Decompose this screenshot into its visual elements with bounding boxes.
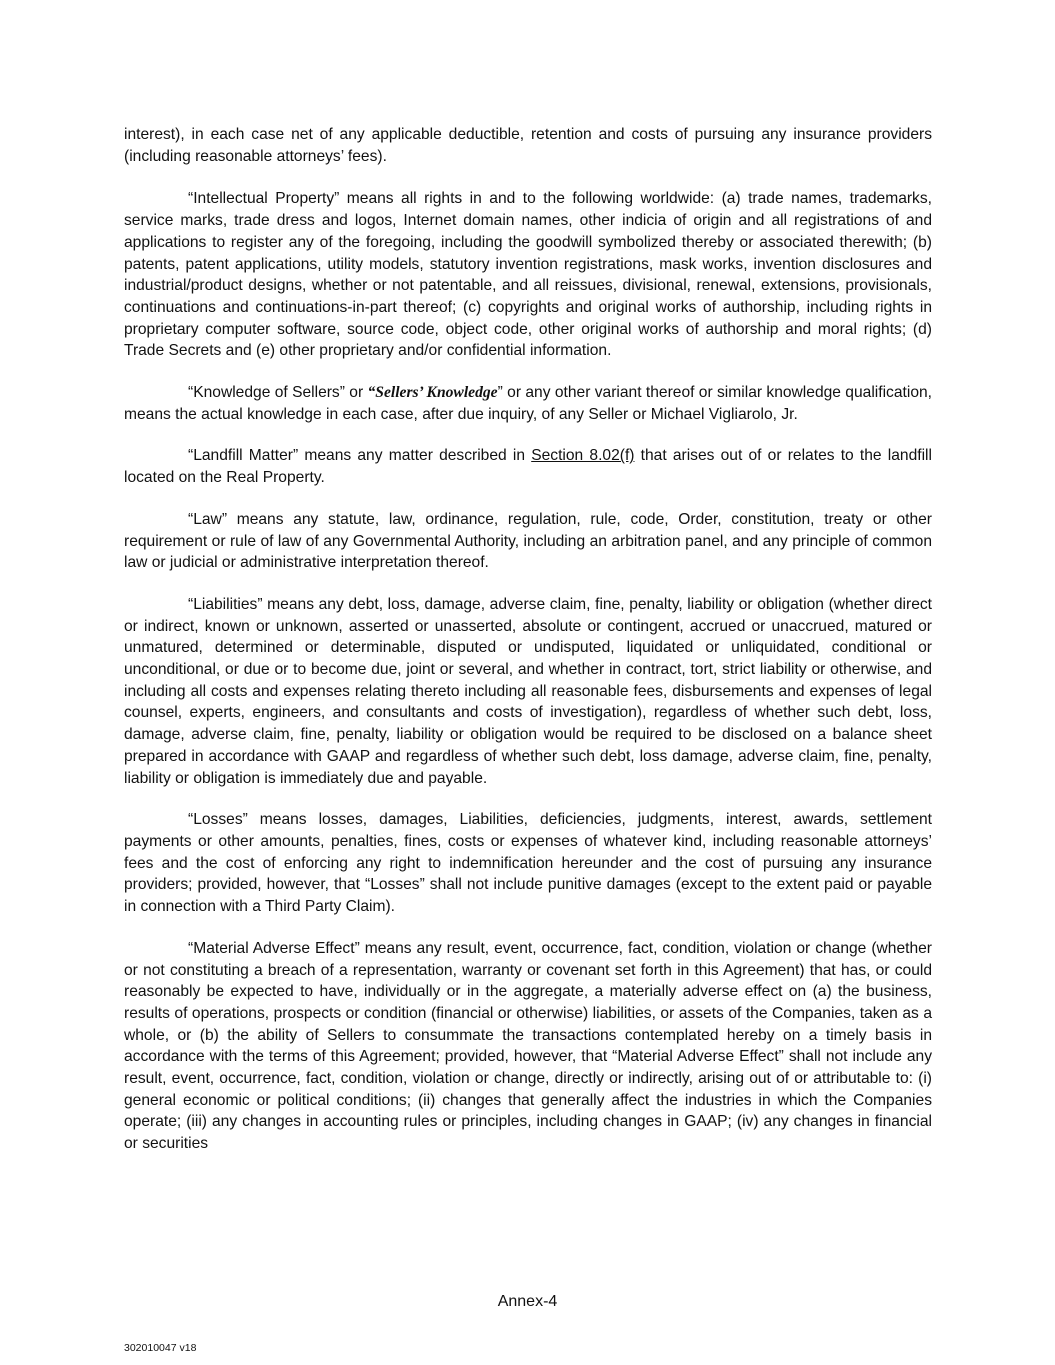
definition-material-adverse-effect bbox=[124, 938, 932, 1155]
paragraph-text: interest), in each case net of any applicable deductible, retention and costs of pursuing any insurance providers (including reasonable attorneys’ fees). bbox=[124, 126, 932, 165]
definition-law bbox=[124, 509, 932, 574]
definition-text: means any statute, law, ordinance, regulation, rule, code, Order, constitution, treaty or other requirement or rule of law of any Governmental Authority, including an arbitration panel, and any principle of common law or judicial or administrative interpretation thereof. bbox=[124, 510, 932, 572]
definition-liabilities bbox=[124, 594, 932, 789]
close-quote: ” bbox=[293, 447, 299, 465]
definition-text: means all rights in and to the following worldwide: (a) trade names, trademarks, service marks, trade dress and logos, Internet domain names, other indicia of origin and all registrations of and applications to register any of the foregoing, including the goodwill symbolized thereby or associated therewith; (b) patents, patent applications, utility models, statutory invention registrations, mask works, invention disclosures and industrial/product designs, whether or not patentable, and all reissues, divisional, renewal, extensions, provisionals, continuations and continuations-in-part thereof; (c) copyrights and original works of authorship, including rights in proprietary computer software, source code, object code, other original works of authorship and moral rights; (d) Trade Secrets and (e) other proprietary and/or confidential information. bbox=[124, 190, 932, 360]
close-quote: ” bbox=[221, 510, 228, 528]
definition-intellectual-property bbox=[124, 188, 932, 362]
close-quote: ” bbox=[242, 811, 248, 829]
open-quote: “ bbox=[188, 384, 194, 402]
defined-term: Intellectual Property bbox=[193, 190, 335, 208]
definition-text-before: means any matter described in bbox=[298, 447, 532, 465]
open-quote: “ bbox=[188, 447, 194, 465]
close-quote: ” bbox=[257, 595, 263, 613]
close-quote: ” bbox=[354, 939, 360, 957]
definition-knowledge-of-sellers bbox=[124, 382, 932, 425]
defined-term: Liabilities bbox=[193, 595, 258, 613]
document-id: 302010047 v18 bbox=[124, 1342, 197, 1354]
definition-text: means any result, event, occurrence, fact, condition, violation or change (whether or not constituting a breach of a representation, warranty or covenant set forth in this Agreement) that has, or could reasonably be expected to have, individually or in the aggregate, a materially adverse effect on (a) the business, results of operations, prospects or condition (financial or otherwise) liabilities, or assets of the Companies, taken as a whole, or (b) the ability of Sellers to consummate the transactions contemplated hereby on a timely basis in accordance with the terms of this Agreement; provided, however, that “Material Adverse Effect” shall not include any result, event, occurrence, fact, condition, violation or change, directly or indirectly, arising out of or attributable to: (i) general economic or political conditions; (ii) changes that generally affect the industries in which the Companies operate; (iii) any changes in accounting rules or principles, including changes in GAAP; (iv) any changes in financial or securities bbox=[124, 939, 932, 1153]
open-quote: “ bbox=[188, 811, 194, 829]
defined-term: Knowledge of Sellers bbox=[193, 384, 340, 402]
document-body bbox=[124, 124, 932, 1175]
close-quote: ” bbox=[334, 190, 340, 208]
definition-text: means any debt, loss, damage, adverse claim, fine, penalty, liability or obligation (whether direct or indirect, known or unknown, asserted or unasserted, absolute or contingent, accrued or unaccrued, matured or unmatured, determined or determinable, disputed or undisputed, liquidated or unliquidated, conditional or unconditional, or due or to become due, joint or several, and whether in contract, tort, strict liability or otherwise, and including all costs and expenses relating thereto including all reasonable fees, disbursements and expenses of legal counsel, experts, engineers, and consultants and costs of investigation), regardless of whether such debt, loss, damage, adverse claim, fine, penalty, liability or obligation would be required to be disclosed on a balance sheet prepared in accordance with GAAP and regardless of whether such debt, loss damage, adverse claim, fine, penalty, liability or obligation is immediately due and payable. bbox=[124, 595, 932, 787]
open-quote: “ bbox=[188, 939, 194, 957]
definition-losses bbox=[124, 809, 932, 918]
open-quote: “ bbox=[188, 595, 194, 613]
open-quote: “ bbox=[188, 190, 194, 208]
term-connector: ” or bbox=[339, 384, 368, 402]
defined-term: Landfill Matter bbox=[193, 447, 293, 465]
definition-text-after: that arises out of or relates to the landfill located on the Real Property. bbox=[124, 447, 932, 487]
page-number: Annex-4 bbox=[497, 1293, 558, 1310]
close-quote: ” bbox=[497, 384, 503, 402]
definition-text: means losses, damages, Liabilities, deficiencies, judgments, interest, awards, settlement payments or other amounts, penalties, fines, costs or expenses of whatever kind, including reasonable attorneys’ fees and the cost of enforcing any right to indemnification hereunder and the cost of pursuing any insurance providers; provided, however, that “Losses” shall not include punitive damages (except to the extent paid or payable in connection with a Third Party Claim). bbox=[124, 811, 932, 916]
definition-text: or any other variant thereof or similar knowledge qualification, means the actual knowledge in each case, after due inquiry, of any Seller or Michael Vigliarolo, Jr. bbox=[124, 384, 932, 423]
section-reference-link[interactable]: Section 8.02(f) bbox=[531, 447, 635, 465]
open-quote: “ bbox=[188, 510, 194, 528]
paragraph-insurance-continuation bbox=[124, 124, 932, 167]
definition-landfill-matter bbox=[124, 445, 932, 488]
defined-term: Losses bbox=[193, 811, 243, 829]
defined-term-alt: “Sellers’ Knowledge bbox=[367, 384, 498, 402]
defined-term: Law bbox=[193, 510, 222, 528]
defined-term: Material Adverse Effect bbox=[193, 939, 355, 957]
